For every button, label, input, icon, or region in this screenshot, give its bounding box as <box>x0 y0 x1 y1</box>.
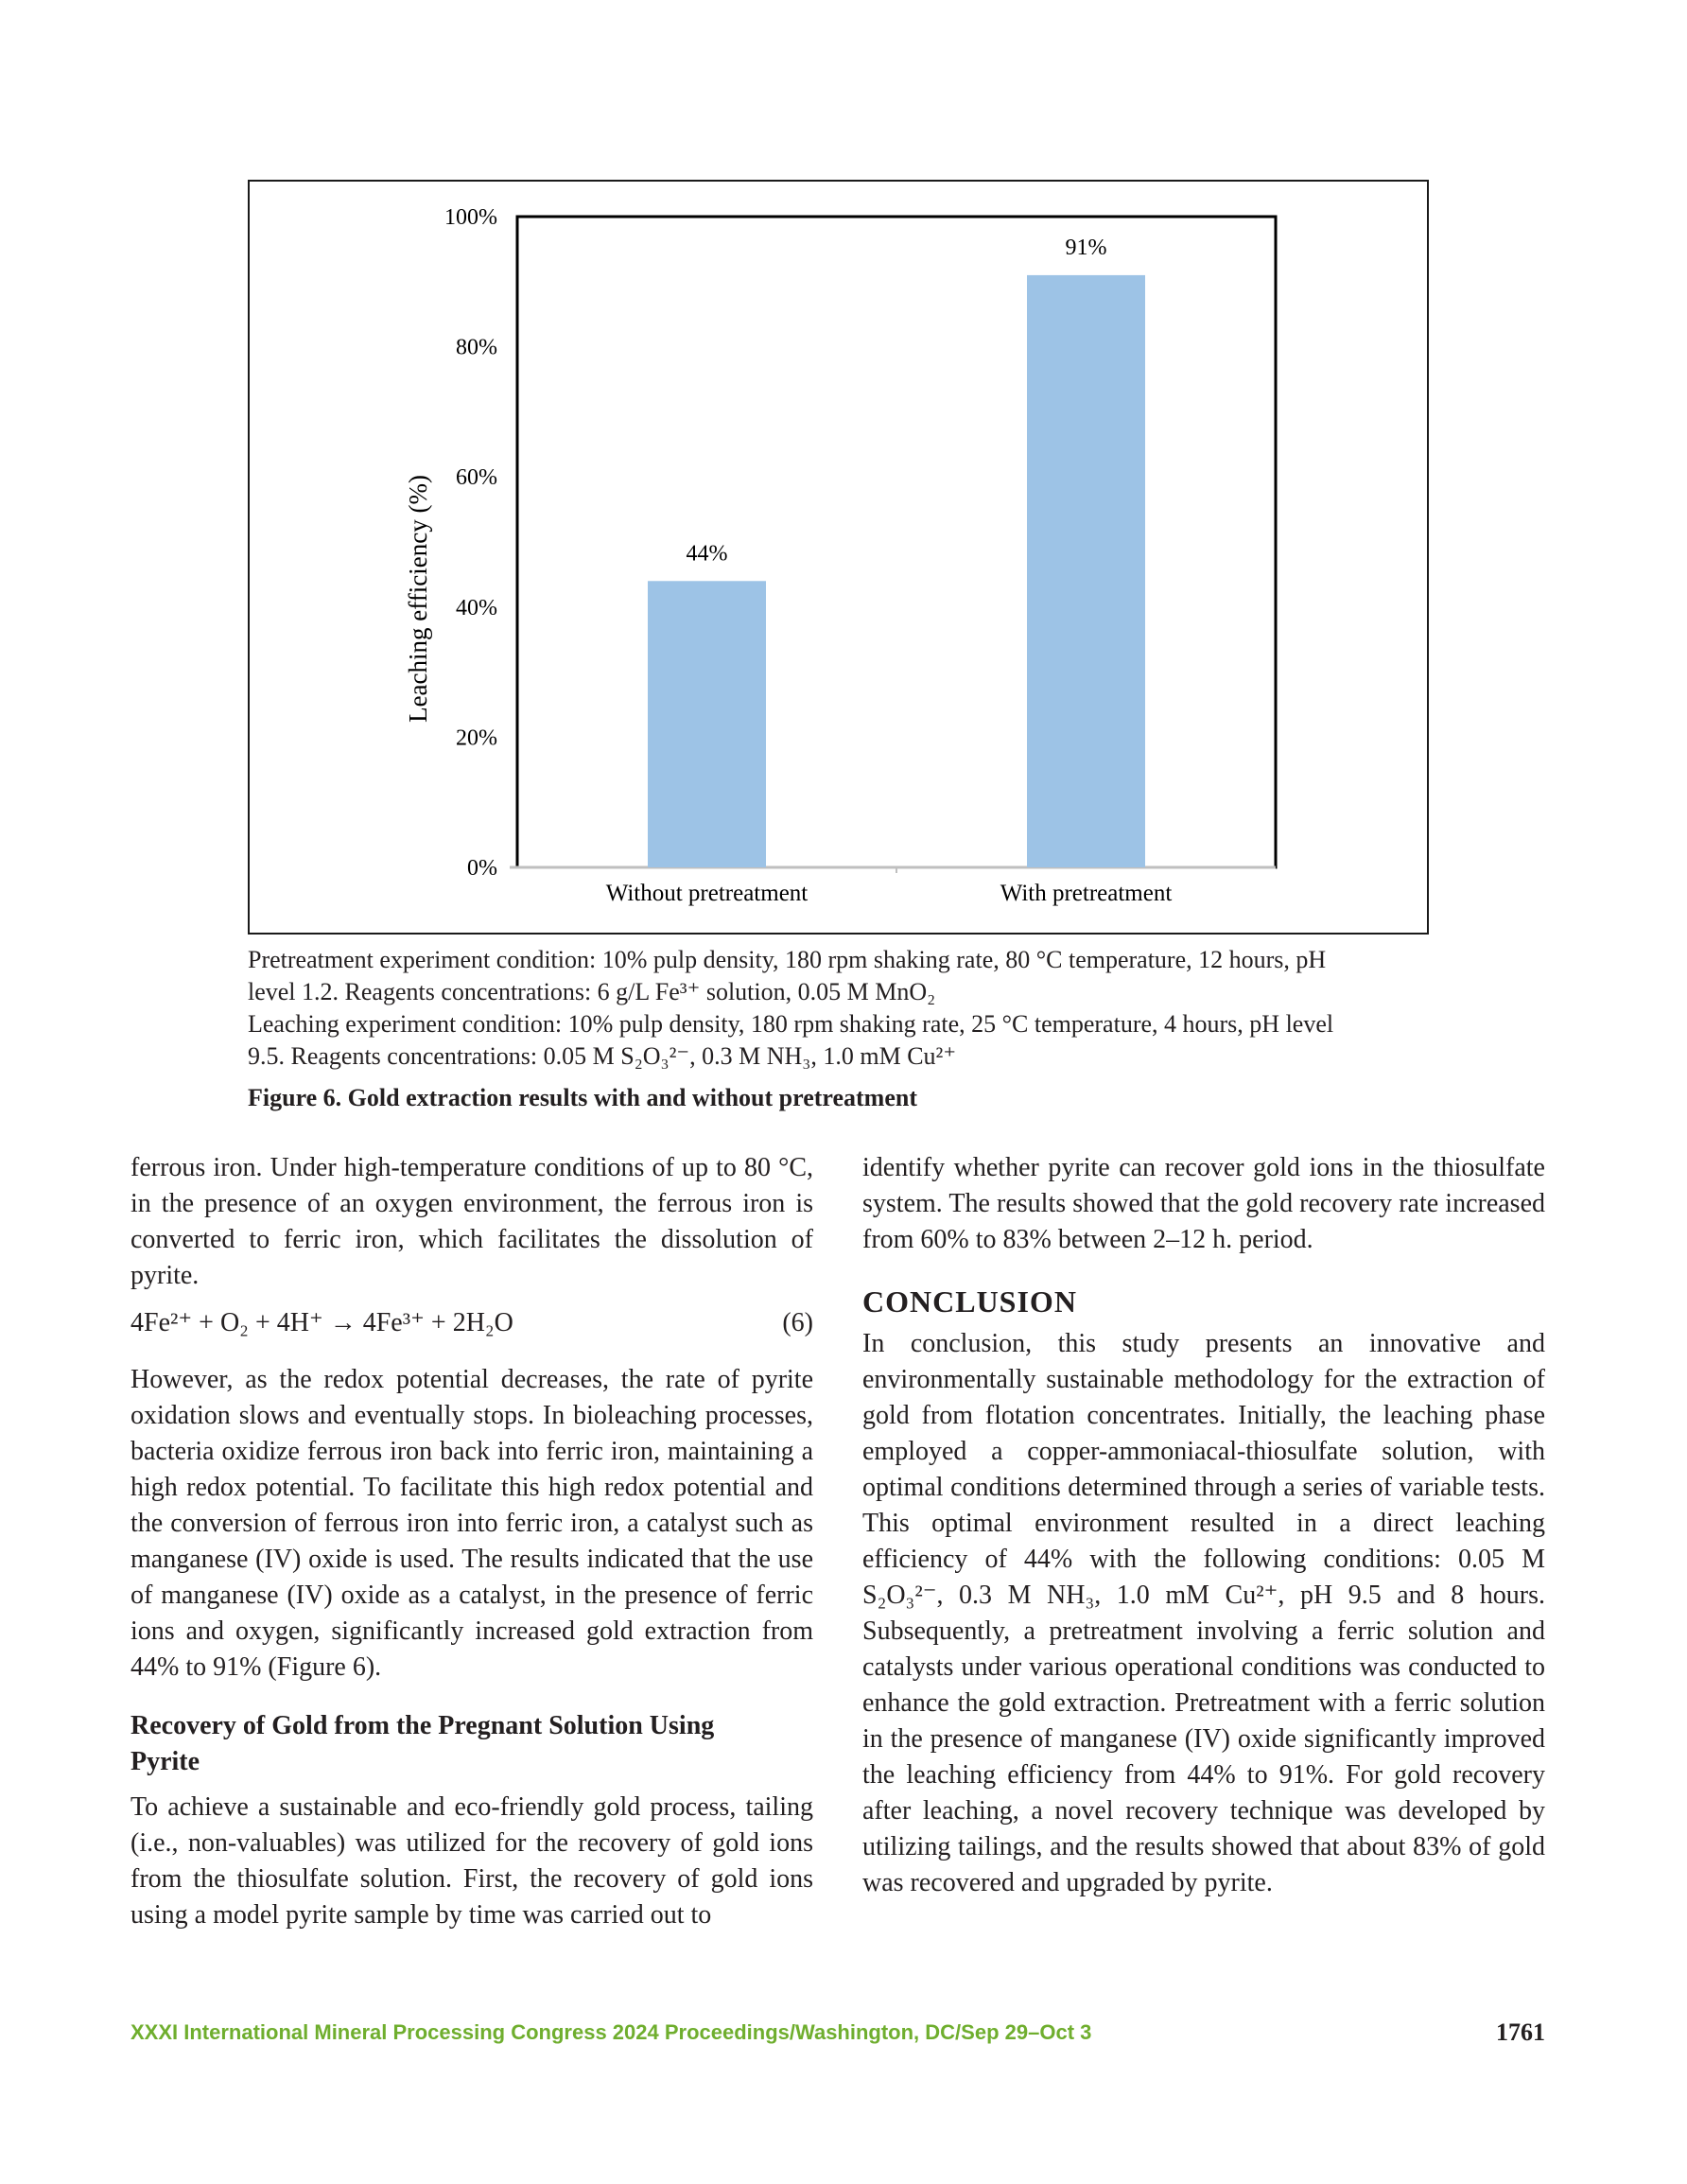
equation <box>130 1305 813 1341</box>
page-number: 1761 <box>1496 2018 1545 2046</box>
y-tick-label: 20% <box>456 725 497 751</box>
paragraph: identify whether pyrite can recover gold ions in the thiosulfate system. The results showed that the gold recovery rate increased from 60% to 83% between 2–12 h. period. <box>862 1153 1545 1254</box>
figure-caption-line-2: level 1.2. Reagents concentrations: 6 g/L Fe³⁺ solution, 0.05 M MnO₂ <box>248 978 936 1005</box>
figure-title: Figure 6. Gold extraction results with and without pretreatment <box>248 1084 917 1111</box>
y-tick-label: 0% <box>467 856 497 881</box>
y-tick-label: 80% <box>456 335 497 360</box>
equation-number: (6) <box>782 1308 813 1337</box>
figure-frame <box>248 180 1429 935</box>
bar <box>1027 275 1145 867</box>
paragraph: In conclusion, this study presents an innovative and environmentally sustainable methodology for the extraction of gold from flotation concentrates. Initially, the leaching phase employed a copper-ammoniacal-thiosulfate solution, with optimal conditions determined through a series of variable tests. This optimal environment resulted in a direct leaching efficiency of 44% with the following conditions: 0.05 M S₂O₃²⁻, 0.3 M NH₃, 1.0 mM Cu²⁺, pH 9.5 and 8 hours. Subsequently, a pretreatment involving a ferric solution and catalysts under various operational conditions was conducted to enhance the gold extraction. Pretreatment with a ferric solution in the presence of manganese (IV) oxide significantly improved the leaching efficiency from 44% to 91%. For gold recovery after leaching, a novel recovery technique was developed by utilizing tailings, and the results showed that about 83% of gold was recovered and upgraded by pyrite. <box>862 1329 1545 1897</box>
paragraph: To achieve a sustainable and eco-friendly gold process, tailing (i.e., non-valuables) was utilized for the recovery of gold ions from the thiosulfate solution. First, the recovery of gold ions using a model pyrite sample by time was carried out to <box>130 1792 813 1930</box>
section-title: CONCLUSION <box>862 1284 1077 1319</box>
bar <box>648 581 766 867</box>
data-label: 44% <box>686 541 728 567</box>
paragraph: However, as the redox potential decreases, the rate of pyrite oxidation slows and eventually stops. In bioleaching processes, bacteria oxidize ferrous iron back into ferric iron, maintaining a high redox potential. To facilitate this high redox potential and the conversion of ferrous iron into ferric iron, a catalyst such as manganese (IV) oxide is used. The results indicated that the use of manganese (IV) oxide as a catalyst, in the presence of ferric ions and oxygen, significantly increased gold extraction from 44% to 91% (Figure 6). <box>130 1365 813 1682</box>
section-heading: Recovery of Gold from the Pregnant Solution Using Pyrite <box>130 1711 715 1776</box>
equation-formula: 4Fe²⁺ + O₂ + 4H⁺ → 4Fe³⁺ + 2H₂O <box>130 1308 513 1337</box>
bar-chart <box>250 182 1427 933</box>
right-column <box>862 1150 1545 1901</box>
left-column <box>130 1150 813 1933</box>
plot-area <box>517 217 1276 867</box>
figure-caption-line-4: 9.5. Reagents concentrations: 0.05 M S₂O₃²⁻, 0.3 M NH₃, 1.0 mM Cu²⁺ <box>248 1042 957 1070</box>
y-tick-label: 60% <box>456 465 497 491</box>
data-label: 91% <box>1065 235 1107 260</box>
y-tick-label: 40% <box>456 595 497 620</box>
x-category-label: With pretreatment <box>1000 881 1173 906</box>
footer-text: XXXI International Mineral Processing Congress 2024 Proceedings/Washington, DC/Sep 29–Oct 3 <box>130 2020 1092 2044</box>
x-category-label: Without pretreatment <box>605 881 809 906</box>
figure-caption-line-3: Leaching experiment condition: 10% pulp density, 180 rpm shaking rate, 25 °C temperature, 4 hours, pH level <box>248 1010 1334 1038</box>
y-axis-title: Leaching efficiency (%) <box>404 475 432 723</box>
paragraph: ferrous iron. Under high-temperature conditions of up to 80 °C, in the presence of an oxygen environment, the ferrous iron is converted to ferric iron, which facilitates the dissolution of pyrite. <box>130 1153 813 1290</box>
figure-caption-line-1: Pretreatment experiment condition: 10% pulp density, 180 rpm shaking rate, 80 °C temperature, 12 hours, pH <box>248 946 1327 973</box>
y-tick-label: 100% <box>444 205 497 230</box>
